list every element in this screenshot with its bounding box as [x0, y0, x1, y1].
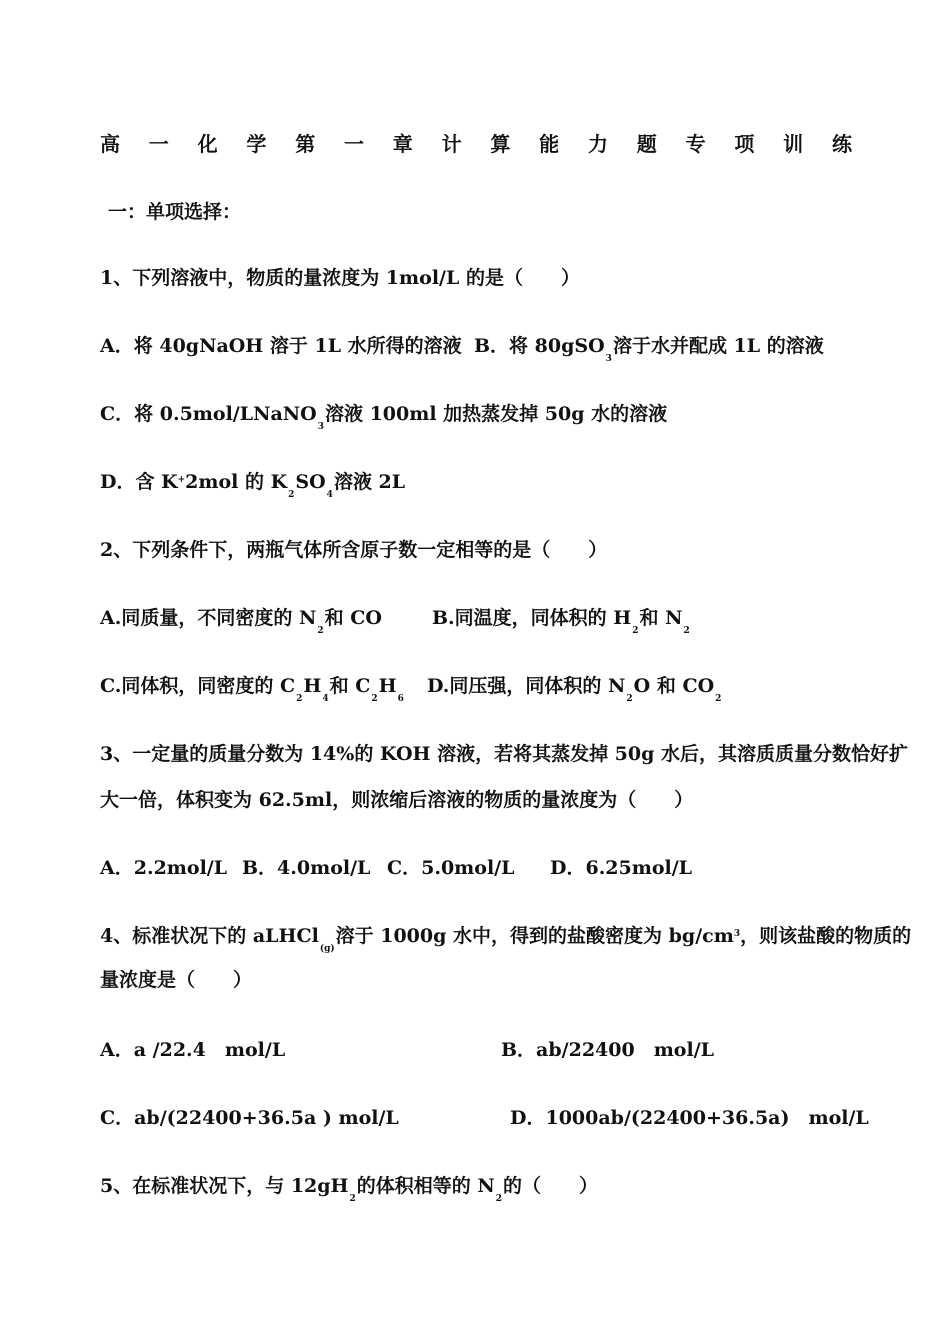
q1-b-text: B．将 80gSO	[474, 335, 605, 357]
q1-d-sup: +	[177, 475, 186, 485]
q1-b-text-end: 溶于水并配成 1L 的溶液	[612, 335, 824, 357]
title-char: 力	[587, 132, 608, 156]
title-char: 训	[783, 132, 804, 156]
q2-c-h2: H	[378, 675, 397, 697]
q2-a-text: A.同质量，不同密度的 N	[100, 607, 317, 629]
q2-d-text-mid: O 和 CO	[633, 675, 715, 697]
q5-stem-text-mid: 的体积相等的 N	[356, 1175, 495, 1197]
q1-d-text: D．含 K	[100, 471, 178, 493]
title-char: 项	[734, 132, 755, 156]
title-char: 算	[490, 132, 511, 156]
q1-c-text: C．将 0.5mol/LNaNO	[100, 403, 317, 425]
q4-stem-text-mid: 溶于 1000g 水中，得到的盐酸密度为 bg/cm	[335, 925, 734, 947]
q1-d-sub2: 4	[326, 490, 333, 500]
q2-option-b	[432, 606, 691, 636]
section-heading: 一：单项选择：	[108, 201, 242, 223]
q4-stem-text: 4、标准状况下的 aLHCl	[100, 925, 319, 947]
title-char: 学	[246, 132, 267, 156]
q4-option-b: B．ab/22400 mol/L	[501, 1039, 714, 1061]
title-char: 练	[831, 132, 852, 156]
q2-c-h1: H	[303, 675, 322, 697]
q2-a-text-end: 和 CO	[324, 607, 382, 629]
q1-option-d	[100, 470, 406, 500]
title-char: 计	[441, 132, 462, 156]
q5-stem-sub1: 2	[349, 1194, 356, 1204]
question-1-stem: 1、下列溶液中，物质的量浓度为 1mol/L 的是（ ）	[100, 267, 580, 289]
q1-d-text-mid2: SO	[295, 471, 326, 493]
title-char: 第	[295, 132, 316, 156]
q3-option-b: B．4.0mol/L	[242, 857, 371, 879]
question-5-stem	[100, 1174, 599, 1204]
q3-option-a: A．2.2mol/L	[100, 857, 228, 879]
q3-option-d: D．6.25mol/L	[550, 857, 693, 879]
q1-c-sub: 3	[317, 422, 324, 432]
q2-d-text: D.同压强，同体积的 N	[427, 675, 626, 697]
q1-d-text-mid: 2mol 的 K	[185, 471, 288, 493]
q2-b-sub2: 2	[683, 626, 690, 636]
title-char: 一	[148, 132, 169, 156]
question-3-stem-line1: 3、一定量的质量分数为 14%的 KOH 溶液，若将其蒸发掉 50g 水后，其溶质质量分数恰好扩	[100, 743, 909, 765]
q2-c-text: C.同体积，同密度的 C	[100, 675, 296, 697]
q1-d-sub1: 2	[288, 490, 295, 500]
q4-option-c: C．ab/(22400+36.5a ) mol/L	[100, 1107, 399, 1129]
q4-stem-text-end: ，则该盐酸的物质的	[740, 925, 912, 947]
q1-c-text-end: 溶液 100ml 加热蒸发掉 50g 水的溶液	[324, 403, 668, 425]
q2-b-text-mid: 和 N	[639, 607, 683, 629]
title-char: 一	[343, 132, 364, 156]
question-4-stem-line2: 量浓度是（ ）	[100, 969, 253, 991]
q5-stem-sub2: 2	[495, 1194, 503, 1204]
q2-d-sub2: 2	[715, 694, 722, 704]
title-char: 章	[392, 132, 413, 156]
page-title	[100, 128, 852, 157]
q4-stem-sup: 3	[733, 929, 741, 939]
title-char: 能	[539, 132, 560, 156]
q2-c-sub1: 2	[296, 694, 303, 704]
q2-c-sub2: 4	[322, 694, 329, 704]
q2-a-sub: 2	[317, 626, 324, 636]
q2-c-sub4: 6	[397, 694, 404, 704]
q2-option-c	[100, 674, 405, 704]
q4-option-a: A．a /22.4 mol/L	[100, 1039, 286, 1061]
q1-b-sub: 3	[605, 354, 612, 364]
q2-c-sub3: 2	[371, 694, 378, 704]
title-char: 题	[636, 132, 657, 156]
q2-b-sub1: 2	[632, 626, 639, 636]
q1-option-c	[100, 402, 668, 432]
q2-option-d	[427, 674, 722, 704]
title-char: 专	[685, 132, 706, 156]
q4-option-d: D．1000ab/(22400+36.5a) mol/L	[510, 1107, 869, 1129]
q3-option-c: C．5.0mol/L	[387, 857, 515, 879]
q2-option-a	[100, 606, 382, 636]
title-char: 高	[100, 132, 120, 156]
q2-b-text: B.同温度，同体积的 H	[432, 607, 632, 629]
question-4-stem-line1	[100, 924, 912, 954]
question-2-stem: 2、下列条件下，两瓶气体所含原子数一定相等的是（ ）	[100, 539, 608, 561]
q1-d-text-end: 溶液 2L	[333, 471, 406, 493]
q5-stem-text: 5、在标准状况下，与 12gH	[100, 1175, 349, 1197]
title-char: 化	[197, 132, 218, 156]
q4-stem-sub: (g)	[319, 944, 335, 954]
question-3-stem-line2: 大一倍，体积变为 62.5ml，则浓缩后溶液的物质的量浓度为（ ）	[100, 789, 694, 811]
q5-stem-text-end: 的（ ）	[503, 1175, 599, 1197]
q1-option-a: A．将 40gNaOH 溶于 1L 水所得的溶液	[100, 335, 462, 357]
q2-d-sub1: 2	[626, 694, 633, 704]
q1-option-b	[474, 334, 824, 364]
q2-c-text-mid: 和 C	[329, 675, 371, 697]
